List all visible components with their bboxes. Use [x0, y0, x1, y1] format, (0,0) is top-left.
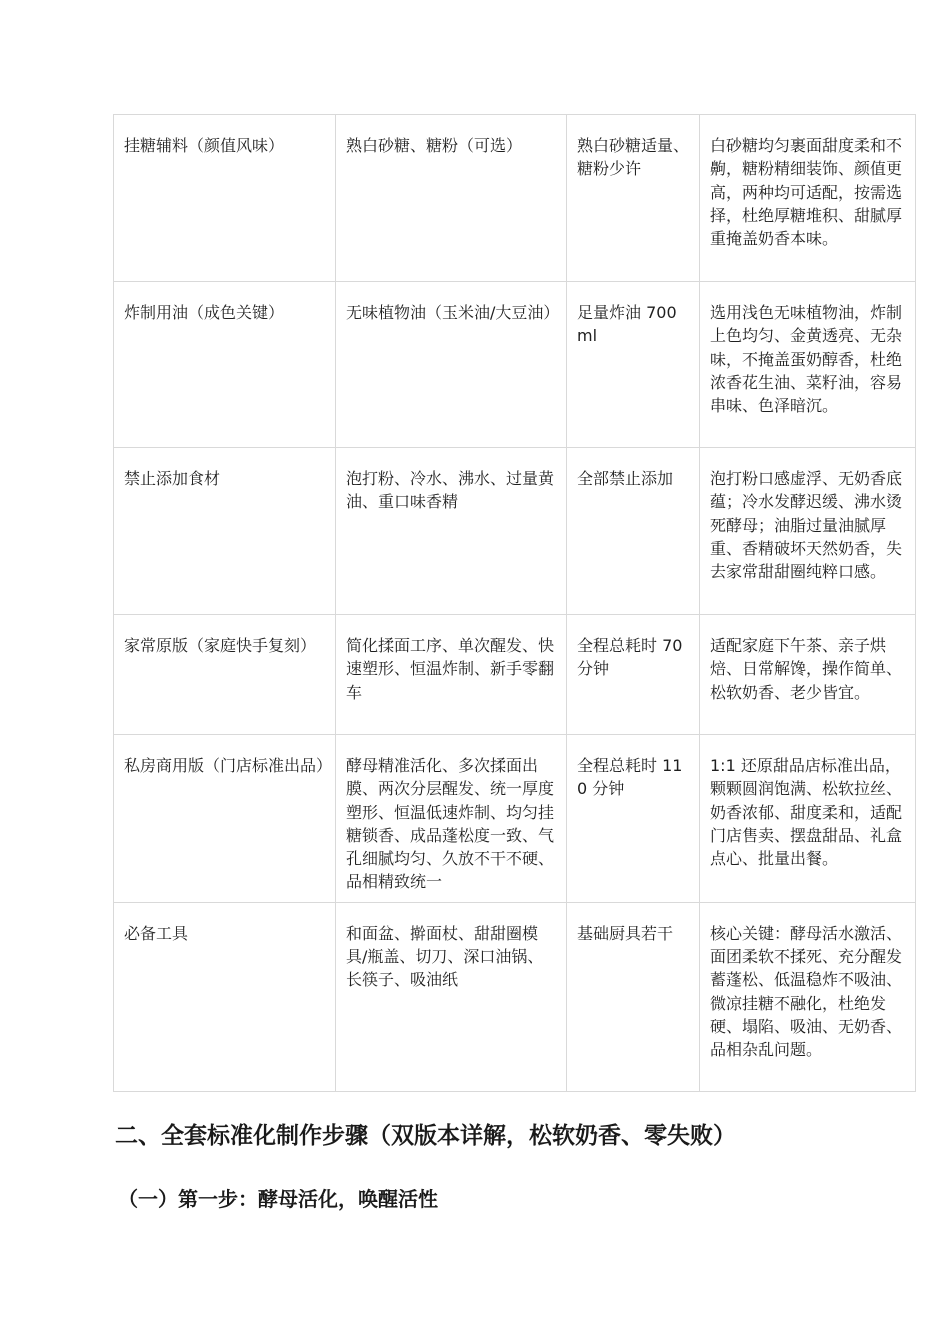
table-cell-amount: 足量炸油 700ml: [567, 282, 700, 448]
table-cell-note: 核心关键：酵母活水激活、面团柔软不揉死、充分醒发蓄蓬松、低温稳炸不吸油、微凉挂糖不融化，杜绝发硬、塌陷、吸油、无奶香、品相杂乱问题。: [700, 902, 916, 1091]
table-cell-item: 炸制用油（成色关键）: [114, 282, 336, 448]
table-cell-amount: 基础厨具若干: [567, 902, 700, 1091]
table-cell-content: 简化揉面工序、单次醒发、快速塑形、恒温炸制、新手零翻车: [336, 615, 567, 735]
table-cell-item: 挂糖辅料（颜值风味）: [114, 115, 336, 282]
table-row: [114, 282, 916, 448]
table-cell-amount: 全程总耗时 110 分钟: [567, 735, 700, 903]
table-row: [114, 902, 916, 1091]
table-cell-item: 私房商用版（门店标准出品）: [114, 735, 336, 903]
table-cell-note: 白砂糖均匀裹面甜度柔和不齁，糖粉精细装饰、颜值更高，两种均可适配，按需选择，杜绝厚糖堆积、甜腻厚重掩盖奶香本味。: [700, 115, 916, 282]
table-cell-content: 泡打粉、冷水、沸水、过量黄油、重口味香精: [336, 448, 567, 615]
table-cell-item: 禁止添加食材: [114, 448, 336, 615]
table-cell-content: 无味植物油（玉米油/大豆油）: [336, 282, 567, 448]
table-cell-content: 酵母精准活化、多次揉面出膜、两次分层醒发、统一厚度塑形、恒温低速炸制、均匀挂糖锁香、成品蓬松度一致、气孔细腻均匀、久放不干不硬、品相精致统一: [336, 735, 567, 903]
table-cell-amount: 全程总耗时 70 分钟: [567, 615, 700, 735]
table-row: [114, 448, 916, 615]
table-row: [114, 615, 916, 735]
table-cell-item: 家常原版（家庭快手复刻）: [114, 615, 336, 735]
table-cell-content: 和面盆、擀面杖、甜甜圈模具/瓶盖、切刀、深口油锅、长筷子、吸油纸: [336, 902, 567, 1091]
table-cell-note: 泡打粉口感虚浮、无奶香底蕴；冷水发酵迟缓、沸水烫死酵母；油脂过量油腻厚重、香精破坏天然奶香，失去家常甜甜圈纯粹口感。: [700, 448, 916, 615]
table-cell-note: 1:1 还原甜品店标准出品，颗颗圆润饱满、松软拉丝、奶香浓郁、甜度柔和，适配门店售卖、摆盘甜品、礼盒点心、批量出餐。: [700, 735, 916, 903]
table-cell-item: 必备工具: [114, 902, 336, 1091]
table-row: [114, 115, 916, 282]
section-heading: 二、全套标准化制作步骤（双版本详解，松软奶香、零失败）: [115, 1123, 736, 1149]
table-cell-amount: 全部禁止添加: [567, 448, 700, 615]
table-cell-amount: 熟白砂糖适量、糖粉少许: [567, 115, 700, 282]
table-cell-note: 适配家庭下午茶、亲子烘焙、日常解馋，操作简单、松软奶香、老少皆宜。: [700, 615, 916, 735]
table-cell-note: 选用浅色无味植物油，炸制上色均匀、金黄透亮、无杂味，不掩盖蛋奶醇香，杜绝浓香花生油、菜籽油，容易串味、色泽暗沉。: [700, 282, 916, 448]
ingredients-table: [113, 114, 916, 1092]
table-cell-content: 熟白砂糖、糖粉（可选）: [336, 115, 567, 282]
table-row: [114, 735, 916, 903]
subsection-heading: （一）第一步：酵母活化，唤醒活性: [118, 1187, 438, 1211]
